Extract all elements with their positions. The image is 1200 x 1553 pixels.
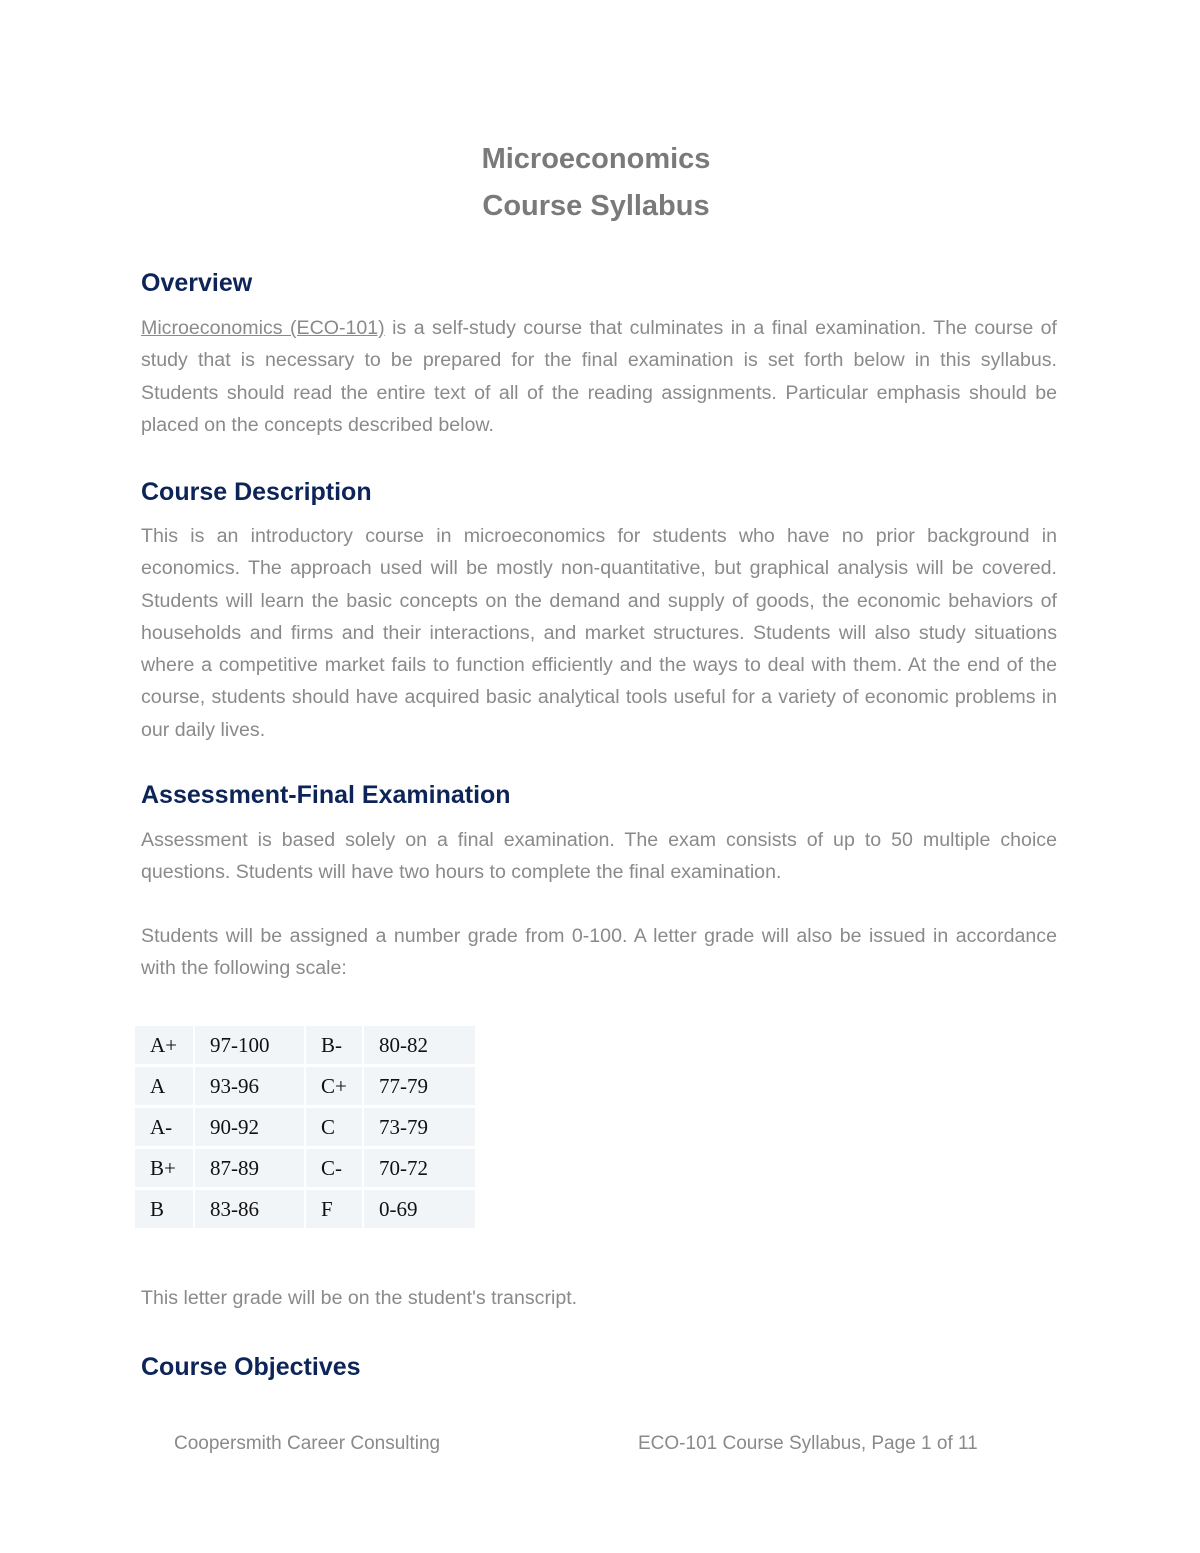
assessment-paragraph-1: Assessment is based solely on a final examination. The exam consists of up to 50 multiple choice questions. Students will have two hours to complete the final examination. xyxy=(141,829,1057,884)
table-row xyxy=(135,1149,475,1187)
grade-range-cell: 93-96 xyxy=(195,1067,304,1105)
grade-range-cell: 77-79 xyxy=(364,1067,475,1105)
grade-letter-cell: A+ xyxy=(135,1026,193,1064)
assessment-heading: Assessment-Final Examination xyxy=(141,781,511,809)
course-description-heading: Course Description xyxy=(141,478,372,506)
grade-letter-cell: C- xyxy=(306,1149,362,1187)
grade-letter-cell: B- xyxy=(306,1026,362,1064)
table-row xyxy=(135,1026,475,1064)
course-link[interactable]: Microeconomics (ECO-101) xyxy=(141,317,385,339)
grade-range-cell: 0-69 xyxy=(364,1190,475,1228)
course-objectives-heading: Course Objectives xyxy=(141,1353,361,1381)
grade-letter-cell: A- xyxy=(135,1108,193,1146)
grade-range-cell: 70-72 xyxy=(364,1149,475,1187)
grade-range-cell: 87-89 xyxy=(195,1149,304,1187)
grade-range-cell: 83-86 xyxy=(195,1190,304,1228)
grade-letter-cell: B xyxy=(135,1190,193,1228)
footer-company: Coopersmith Career Consulting xyxy=(174,1433,441,1454)
grade-letter-cell: F xyxy=(306,1190,362,1228)
overview-body: is a self-study course that culminates in a final examination. The course of study that is necessary to be prepared for the final examination is set forth below in this syllabus. Students should read the entire text of all of the reading assignments. Particular emphasis should be placed on the concepts described below. xyxy=(141,317,1057,436)
grade-letter-cell: C+ xyxy=(306,1067,362,1105)
grade-scale-table xyxy=(133,1023,477,1231)
table-row xyxy=(135,1067,475,1105)
table-row xyxy=(135,1108,475,1146)
transcript-note: This letter grade will be on the student's transcript. xyxy=(141,1287,578,1309)
document-title: Microeconomics xyxy=(481,143,711,175)
overview-paragraph xyxy=(141,312,1057,441)
document-subtitle: Course Syllabus xyxy=(482,190,710,222)
grade-range-cell: 73-79 xyxy=(364,1108,475,1146)
grade-range-cell: 80-82 xyxy=(364,1026,475,1064)
assessment-paragraph-2: Students will be assigned a number grade from 0-100. A letter grade will also be issued in accordance with the following scale: xyxy=(141,925,1057,980)
grade-range-cell: 97-100 xyxy=(195,1026,304,1064)
grade-range-cell: 90-92 xyxy=(195,1108,304,1146)
grade-letter-cell: C xyxy=(306,1108,362,1146)
footer-page-info: ECO-101 Course Syllabus, Page 1 of 11 xyxy=(638,1433,978,1454)
course-description-paragraph: This is an introductory course in microeconomics for students who have no prior background in economics. The approach used will be mostly non-quantitative, but graphical analysis will be covered. Students will learn the basic concepts on the demand and supply of goods, the economic behaviors of households and firms and their interactions, and market structures. Students will also study situations where a competitive market fails to function efficiently and the ways to deal with them. At the end of the course, students should have acquired basic analytical tools useful for a variety of economic problems in our daily lives. xyxy=(141,525,1057,741)
table-row xyxy=(135,1190,475,1228)
overview-heading: Overview xyxy=(141,269,253,297)
grade-letter-cell: A xyxy=(135,1067,193,1105)
grade-letter-cell: B+ xyxy=(135,1149,193,1187)
